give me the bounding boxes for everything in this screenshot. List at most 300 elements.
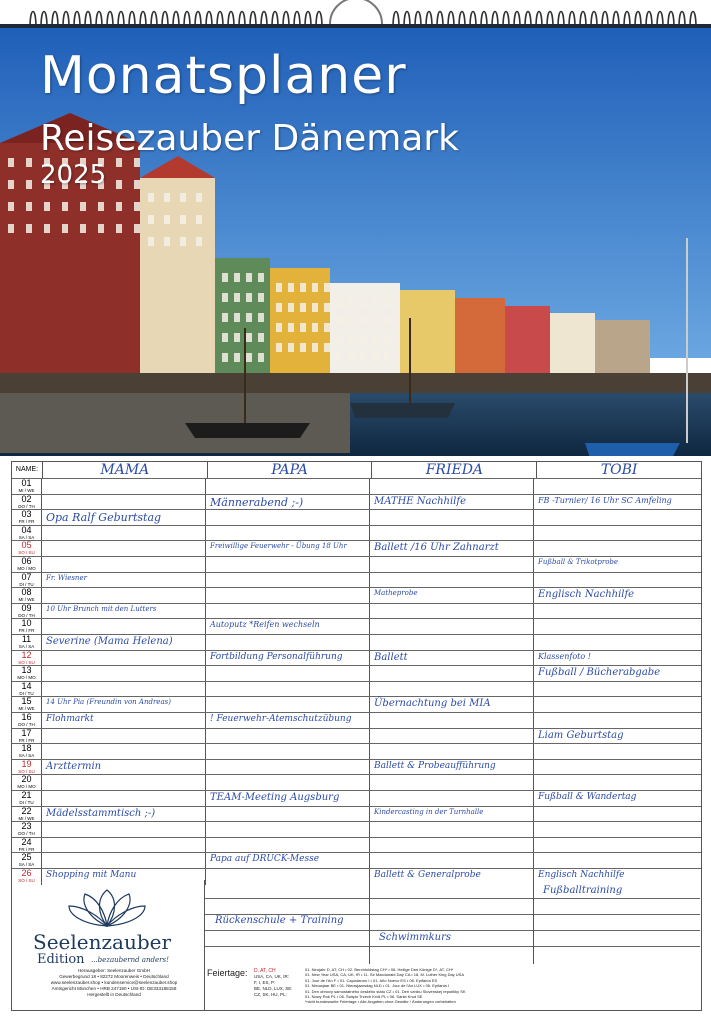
- entry-cell[interactable]: [206, 541, 370, 557]
- grid-line: [205, 898, 700, 899]
- day-cell: [12, 495, 42, 511]
- entry-cell[interactable]: [206, 791, 370, 807]
- entry-cell[interactable]: [42, 479, 206, 495]
- window: [196, 215, 202, 224]
- publisher-block: [11, 880, 205, 1010]
- entry-cell[interactable]: [42, 526, 206, 542]
- day-row: [12, 806, 701, 823]
- day-weekday: FR / FR: [18, 519, 35, 525]
- window: [336, 352, 342, 361]
- entry-cell[interactable]: [42, 557, 206, 573]
- entry-cell[interactable]: [370, 760, 534, 776]
- calendar-entry: Männerabend ;-): [210, 495, 304, 509]
- entry-cell[interactable]: [534, 588, 698, 604]
- holiday-line: *nicht bundesweite Feiertage • Alle Angaben ohne Gewähr / Änderungen vorbehalten: [305, 999, 456, 1005]
- day-row: [12, 743, 701, 760]
- entry-cell[interactable]: [206, 635, 370, 651]
- entry-cell[interactable]: [534, 541, 698, 557]
- day-cell: [12, 557, 42, 573]
- column-mama: MAMA: [43, 462, 208, 478]
- entry-cell[interactable]: [534, 713, 698, 729]
- window: [116, 180, 122, 189]
- entry-cell[interactable]: [534, 573, 698, 589]
- window: [372, 352, 378, 361]
- entry-cell[interactable]: [534, 838, 698, 854]
- entry-cell[interactable]: [534, 822, 698, 838]
- day-number: 02: [21, 493, 32, 504]
- entry-cell[interactable]: [370, 541, 534, 557]
- entry-cell[interactable]: [370, 697, 534, 713]
- entry-cell[interactable]: [534, 479, 698, 495]
- entry-cell[interactable]: [42, 791, 206, 807]
- window: [384, 316, 390, 325]
- calendar-entry: Liam Geburtstag: [538, 729, 624, 741]
- day-row: [12, 852, 701, 869]
- day-number: 15: [21, 696, 32, 707]
- entry-cell[interactable]: [42, 775, 206, 791]
- entry-cell[interactable]: [370, 729, 534, 745]
- day-number: 18: [21, 743, 32, 754]
- day-number: 20: [21, 774, 32, 785]
- holiday-code: F, I, ES, P:: [254, 980, 276, 985]
- day-row: [12, 525, 701, 542]
- entry-cell[interactable]: [206, 495, 370, 511]
- window: [234, 293, 240, 302]
- entry-cell[interactable]: [206, 526, 370, 542]
- entry-cell[interactable]: [534, 791, 698, 807]
- window: [300, 283, 306, 292]
- window: [288, 343, 294, 352]
- holiday-line: 01. Jour de l'An F • 01. Capodanno I • 01. Año Nuevo ES • 06. Epifanía ES: [305, 977, 438, 983]
- entry-cell[interactable]: [42, 697, 206, 713]
- entry-cell[interactable]: [42, 510, 206, 526]
- window: [384, 298, 390, 307]
- entry-cell[interactable]: [370, 588, 534, 604]
- entry-cell[interactable]: [370, 573, 534, 589]
- day-cell: [12, 838, 42, 854]
- day-weekday: DI / TU: [19, 581, 34, 587]
- entry-cell[interactable]: [370, 557, 534, 573]
- day-weekday: SA / SA: [18, 753, 35, 759]
- day-row: [12, 540, 701, 557]
- day-number: 04: [21, 524, 32, 535]
- day-row: [12, 603, 701, 620]
- day-weekday: MO / MO: [17, 675, 36, 681]
- calendar-entry: Rückenschule + Training: [215, 915, 344, 926]
- window: [8, 224, 14, 233]
- window: [234, 273, 240, 282]
- entry-cell[interactable]: [42, 729, 206, 745]
- window: [246, 273, 252, 282]
- entry-cell[interactable]: [206, 479, 370, 495]
- day-weekday: DI / TU: [19, 690, 34, 696]
- grid-line: [205, 930, 700, 931]
- holiday-code: USA, CA, UK, IR:: [254, 974, 290, 979]
- calendar-entry: Shopping mit Manu: [46, 870, 137, 880]
- entry-cell[interactable]: [206, 682, 370, 698]
- calendar-year: 2025: [40, 160, 107, 190]
- calendar-entry: Übernachtung bei MIA: [374, 698, 491, 710]
- holiday-line: 01. Nowy Rok PL • 06. Święto Trzech Króli PL • 06. Sankt Knut SE: [305, 994, 423, 1000]
- column-papa: PAPA: [208, 462, 373, 478]
- day-cell: [12, 604, 42, 620]
- day-weekday: MI / WE: [18, 488, 35, 493]
- day-cell: [12, 853, 42, 869]
- entry-cell[interactable]: [206, 651, 370, 667]
- calendar-entry: Schwimmkurs: [379, 932, 452, 943]
- calendar-entry: ! Feuerwehr-Atemschutzübung: [210, 714, 352, 724]
- calendar-entry: Ballett & Generalprobe: [374, 870, 481, 880]
- calendar-entry: Fortbildung Personalführung: [210, 651, 343, 662]
- window: [222, 293, 228, 302]
- day-row: [12, 712, 701, 729]
- logo-tagline: ...bezaubernd anders!: [91, 956, 169, 964]
- window: [62, 224, 68, 233]
- day-cell: [12, 666, 42, 682]
- entry-cell[interactable]: [370, 791, 534, 807]
- entry-cell[interactable]: [42, 619, 206, 635]
- day-number: 23: [21, 821, 32, 832]
- entry-cell[interactable]: [370, 853, 534, 869]
- calendar-entry: FB -Turnier/ 16 Uhr SC Amfeling: [538, 495, 672, 505]
- day-number: 19: [21, 758, 32, 769]
- calendar-entry: Fußball & Trikotprobe: [538, 558, 619, 566]
- calendar-entry: Englisch Nachhilfe: [538, 589, 635, 601]
- day-weekday: SO / SU: [18, 550, 35, 556]
- entry-cell[interactable]: [370, 666, 534, 682]
- window: [360, 334, 366, 343]
- window: [98, 202, 104, 211]
- calendar-entry: Fr. Wiesner: [46, 573, 87, 582]
- window: [246, 313, 252, 322]
- day-row: [12, 759, 701, 776]
- calendar-entry: 14 Uhr Pia (Freundin von Andreas): [46, 698, 171, 707]
- window: [246, 333, 252, 342]
- holiday-line: 01. Den obnovy samostatného českého státu CZ • 01. Deň vzniku Slovenskej republiky SK: [305, 988, 466, 994]
- day-cell: [12, 541, 42, 557]
- entry-cell[interactable]: [534, 666, 698, 682]
- entry-cell[interactable]: [534, 526, 698, 542]
- entry-cell[interactable]: [206, 838, 370, 854]
- entry-cell[interactable]: [534, 619, 698, 635]
- day-cell: [12, 635, 42, 651]
- entry-cell[interactable]: [534, 697, 698, 713]
- window: [258, 313, 264, 322]
- entry-cell[interactable]: [42, 495, 206, 511]
- day-number: 26: [21, 868, 32, 878]
- day-number: 06: [21, 556, 32, 566]
- window: [336, 316, 342, 325]
- window: [98, 224, 104, 233]
- day-row: [12, 618, 701, 635]
- entry-cell[interactable]: [206, 744, 370, 760]
- entry-cell[interactable]: [534, 853, 698, 869]
- calendar-entry: Fußballtraining: [543, 885, 623, 896]
- entry-cell[interactable]: [206, 588, 370, 604]
- entry-cell[interactable]: [534, 635, 698, 651]
- day-number: 22: [21, 805, 32, 816]
- entry-cell[interactable]: [42, 651, 206, 667]
- calendar-entry: Papa auf DRUCK-Messe: [210, 854, 320, 865]
- publisher-line: Gewerbegrund 18 • 82272 Moorenweis • Deutschland: [59, 974, 169, 979]
- holiday-code: CZ, SK, HU, PL:: [254, 992, 287, 997]
- window: [324, 303, 330, 312]
- entry-cell[interactable]: [534, 495, 698, 511]
- window: [26, 224, 32, 233]
- day-weekday: DO / TH: [18, 722, 35, 727]
- entry-cell[interactable]: [370, 604, 534, 620]
- window: [348, 352, 354, 361]
- window: [324, 343, 330, 352]
- window: [8, 158, 14, 167]
- entry-cell[interactable]: [370, 619, 534, 635]
- day-cell: [12, 713, 42, 729]
- calendar-entry: Fußball & Wandertag: [538, 792, 637, 802]
- window: [196, 237, 202, 246]
- calendar-entry: Matheprobe: [374, 589, 418, 598]
- window: [222, 273, 228, 282]
- calendar-title: Monatsplaner: [40, 46, 407, 106]
- entry-cell[interactable]: [206, 729, 370, 745]
- entry-cell[interactable]: [206, 807, 370, 823]
- window: [8, 202, 14, 211]
- window: [336, 334, 342, 343]
- window: [258, 273, 264, 282]
- calendar-entry: MATHE Nachhilfe: [374, 495, 466, 507]
- day-weekday: SA / SA: [18, 862, 35, 868]
- entry-cell[interactable]: [534, 729, 698, 745]
- column-frieda: FRIEDA: [372, 462, 537, 478]
- window: [180, 215, 186, 224]
- day-cell: [12, 744, 42, 760]
- window: [62, 202, 68, 211]
- entry-cell[interactable]: [42, 604, 206, 620]
- day-weekday: FR / FR: [18, 846, 35, 852]
- window: [134, 202, 140, 211]
- window: [300, 303, 306, 312]
- entry-cell[interactable]: [534, 510, 698, 526]
- day-number: 01: [21, 478, 32, 488]
- day-weekday: SO / SU: [18, 878, 35, 883]
- day-row: [12, 478, 701, 495]
- grid-line: [369, 880, 370, 964]
- entry-cell[interactable]: [42, 838, 206, 854]
- day-weekday: DO / TH: [18, 503, 35, 509]
- window: [372, 316, 378, 325]
- publisher-line: Amtsgericht München • HRB 247190 • USt-ID: DE333188158: [51, 986, 177, 991]
- window: [148, 237, 154, 246]
- day-row: [12, 821, 701, 838]
- window: [312, 323, 318, 332]
- day-weekday: MO / MO: [17, 566, 36, 571]
- window: [222, 313, 228, 322]
- entry-cell[interactable]: [42, 541, 206, 557]
- window: [8, 180, 14, 189]
- calendar-entry: Ballett: [374, 651, 408, 663]
- day-number: 16: [21, 712, 32, 722]
- window: [336, 298, 342, 307]
- day-weekday: SO / SU: [18, 659, 35, 665]
- window: [288, 303, 294, 312]
- calendar-entry: Klassenfoto !: [538, 651, 591, 661]
- entry-cell[interactable]: [370, 744, 534, 760]
- day-weekday: DO / TH: [18, 831, 35, 837]
- grid-header: [12, 462, 701, 478]
- day-number: 03: [21, 509, 32, 520]
- entry-cell[interactable]: [534, 760, 698, 776]
- window: [360, 352, 366, 361]
- day-row: [12, 587, 701, 604]
- day-row: [12, 837, 701, 854]
- entry-cell[interactable]: [370, 479, 534, 495]
- window: [148, 215, 154, 224]
- holidays-box: [207, 964, 700, 1010]
- day-number: 08: [21, 587, 32, 598]
- day-number: 10: [21, 618, 32, 629]
- window: [148, 193, 154, 202]
- entry-cell[interactable]: [42, 588, 206, 604]
- entry-cell[interactable]: [206, 822, 370, 838]
- entry-cell[interactable]: [206, 604, 370, 620]
- day-weekday: DO / TH: [18, 612, 35, 618]
- entry-cell[interactable]: [370, 526, 534, 542]
- entry-cell[interactable]: [42, 635, 206, 651]
- entry-cell[interactable]: [42, 744, 206, 760]
- entry-cell[interactable]: [42, 807, 206, 823]
- entry-cell[interactable]: [42, 713, 206, 729]
- entry-cell[interactable]: [206, 713, 370, 729]
- entry-cell[interactable]: [534, 651, 698, 667]
- window: [180, 237, 186, 246]
- window: [80, 224, 86, 233]
- day-row: [12, 650, 701, 667]
- entry-cell[interactable]: [206, 775, 370, 791]
- window: [372, 334, 378, 343]
- entry-cell[interactable]: [370, 682, 534, 698]
- entry-cell[interactable]: [206, 619, 370, 635]
- day-number: 11: [21, 634, 32, 644]
- entry-cell[interactable]: [206, 510, 370, 526]
- window: [134, 224, 140, 233]
- holiday-line: 01. Neujahr D, AT, CH • 02. Berchtoldstag CH* • 06. Heilige Drei Könige D*, AT, CH*: [305, 967, 454, 972]
- entry-cell[interactable]: [370, 713, 534, 729]
- entry-cell[interactable]: [42, 822, 206, 838]
- window: [26, 202, 32, 211]
- window: [258, 333, 264, 342]
- entry-cell[interactable]: [370, 651, 534, 667]
- window: [246, 353, 252, 362]
- window: [324, 323, 330, 332]
- entry-cell[interactable]: [534, 604, 698, 620]
- entry-cell[interactable]: [42, 666, 206, 682]
- entry-cell[interactable]: [206, 666, 370, 682]
- calendar-entry: TEAM-Meeting Augsburg: [210, 792, 340, 803]
- window: [134, 180, 140, 189]
- entry-cell[interactable]: [534, 744, 698, 760]
- entry-cell[interactable]: [370, 510, 534, 526]
- day-row: [12, 572, 701, 589]
- holidays-countries: D, AT, CH: [254, 968, 276, 974]
- day-row: [12, 509, 701, 526]
- day-cell: [12, 760, 42, 776]
- window: [384, 352, 390, 361]
- window: [348, 298, 354, 307]
- calendar-entry: Freiwillige Feuerwehr - Übung 18 Uhr: [210, 542, 347, 551]
- window: [288, 323, 294, 332]
- entry-cell[interactable]: [42, 760, 206, 776]
- entry-cell[interactable]: [206, 573, 370, 589]
- window: [276, 283, 282, 292]
- window: [234, 313, 240, 322]
- holidays-label: Feiertage:: [207, 968, 248, 978]
- window: [276, 303, 282, 312]
- day-row: [12, 634, 701, 651]
- publisher-line: Herausgeber: Seelenzauber GmbH: [77, 968, 150, 973]
- entry-cell[interactable]: [42, 573, 206, 589]
- entry-cell[interactable]: [206, 760, 370, 776]
- window: [116, 158, 122, 167]
- window: [300, 343, 306, 352]
- entry-cell[interactable]: [42, 853, 206, 869]
- window: [116, 202, 122, 211]
- day-number: 21: [21, 790, 32, 800]
- holiday-code: BE, NLD, LUX, SE:: [254, 986, 293, 991]
- entry-cell[interactable]: [534, 557, 698, 573]
- calendar-entry: Opa Ralf Geburtstag: [46, 511, 162, 525]
- window: [234, 353, 240, 362]
- window: [222, 353, 228, 362]
- day-cell: [12, 526, 42, 542]
- day-weekday: MI / WE: [18, 706, 35, 712]
- day-number: 05: [21, 540, 32, 551]
- publisher-info: [29, 968, 199, 998]
- entry-cell[interactable]: [370, 822, 534, 838]
- day-weekday: DI / TU: [19, 800, 34, 805]
- day-number: 24: [21, 836, 32, 847]
- entry-cell[interactable]: [370, 775, 534, 791]
- entry-cell[interactable]: [534, 682, 698, 698]
- calendar-entry: Arzttermin: [46, 760, 102, 772]
- entry-cell[interactable]: [206, 557, 370, 573]
- window: [312, 343, 318, 352]
- window: [164, 193, 170, 202]
- entry-cell[interactable]: [370, 838, 534, 854]
- entry-cell[interactable]: [370, 807, 534, 823]
- entry-cell[interactable]: [206, 697, 370, 713]
- lotus-logo-icon: [67, 888, 147, 928]
- window: [288, 283, 294, 292]
- entry-cell[interactable]: [534, 807, 698, 823]
- calendar-entry: Ballett /16 Uhr Zahnarzt: [374, 542, 499, 554]
- grid-line: [205, 946, 700, 947]
- grid-line: [533, 880, 534, 964]
- entry-cell[interactable]: [370, 635, 534, 651]
- entry-cell[interactable]: [534, 775, 698, 791]
- calendar-entry: Kindercasting in der Turnhalle: [374, 807, 484, 816]
- window: [372, 298, 378, 307]
- entry-cell[interactable]: [206, 853, 370, 869]
- day-number: 07: [21, 571, 32, 582]
- entry-cell[interactable]: [370, 495, 534, 511]
- day-number: 09: [21, 602, 32, 613]
- window: [26, 180, 32, 189]
- day-weekday: FR / FR: [18, 737, 35, 743]
- window: [258, 293, 264, 302]
- window: [246, 293, 252, 302]
- day-cell: [12, 807, 42, 823]
- entry-cell[interactable]: [42, 682, 206, 698]
- column-tobi: TOBI: [600, 462, 638, 478]
